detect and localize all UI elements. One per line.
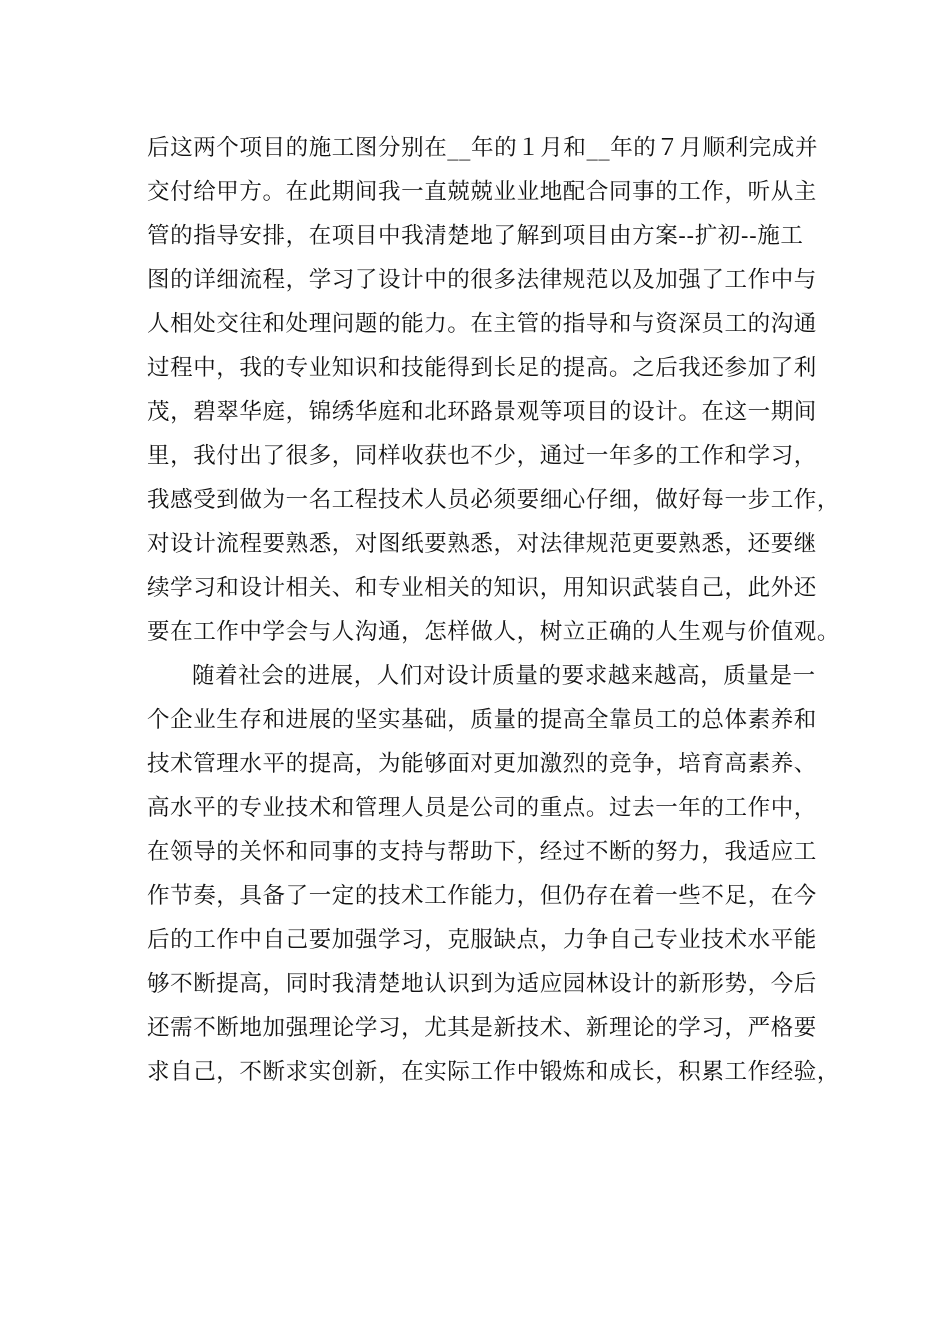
- paragraph-2-line-6: 作节奏，具备了一定的技术工作能力，但仍存在着一些不足，在今: [147, 883, 817, 909]
- paragraph-2-line-5: 在领导的关怀和同事的支持与帮助下，经过不断的努力，我适应工: [147, 839, 817, 865]
- paragraph-1-line-1: 后这两个项目的施工图分别在__年的１月和__年的７月顺利完成并: [147, 135, 819, 161]
- paragraph-1-line-6: 过程中，我的专业知识和技能得到长足的提高。之后我还参加了利: [147, 355, 817, 381]
- paragraph-1-line-3: 管的指导安排，在项目中我清楚地了解到项目由方案--扩初--施工: [147, 223, 804, 249]
- paragraph-2-line-8: 够不断提高，同时我清楚地认识到为适应园林设计的新形势，今后: [147, 971, 817, 997]
- paragraph-1-line-4: 图的详细流程，学习了设计中的很多法律规范以及加强了工作中与: [147, 267, 817, 293]
- paragraph-1-line-11: 续学习和设计相关、和专业相关的知识，用知识武装自己，此外还: [147, 575, 817, 601]
- paragraph-2-line-7: 后的工作中自己要加强学习，克服缺点，力争自己专业技术水平能: [147, 927, 817, 953]
- paragraph-2-line-1: 随着社会的进展，人们对设计质量的要求越来越高，质量是一: [192, 663, 816, 689]
- paragraph-2-line-10: 求自己，不断求实创新，在实际工作中锻炼和成长，积累工作经验，: [147, 1059, 841, 1085]
- paragraph-1-line-12: 要在工作中学会与人沟通，怎样做人，树立正确的人生观与价值观。: [147, 619, 841, 645]
- paragraph-2-line-3: 技术管理水平的提高，为能够面对更加激烈的竞争，培育高素养、: [147, 751, 817, 777]
- paragraph-1-line-2: 交付给甲方。在此期间我一直兢兢业业地配合同事的工作，听从主: [147, 179, 817, 205]
- paragraph-1-line-10: 对设计流程要熟悉，对图纸要熟悉，对法律规范更要熟悉，还要继: [147, 531, 817, 557]
- paragraph-1-line-9: 我感受到做为一名工程技术人员必须要细心仔细，做好每一步工作，: [147, 487, 841, 513]
- paragraph-1-line-5: 人相处交往和处理问题的能力。在主管的指导和与资深员工的沟通: [147, 311, 817, 337]
- paragraph-1-line-8: 里，我付出了很多，同样收获也不少，通过一年多的工作和学习，: [147, 443, 817, 469]
- paragraph-2-line-2: 个企业生存和进展的坚实基础，质量的提高全靠员工的总体素养和: [147, 707, 817, 733]
- paragraph-2-line-4: 高水平的专业技术和管理人员是公司的重点。过去一年的工作中，: [147, 795, 817, 821]
- paragraph-1-line-7: 茂，碧翠华庭，锦绣华庭和北环路景观等项目的设计。在这一期间: [147, 399, 817, 425]
- paragraph-2-line-9: 还需不断地加强理论学习，尤其是新技术、新理论的学习，严格要: [147, 1015, 817, 1041]
